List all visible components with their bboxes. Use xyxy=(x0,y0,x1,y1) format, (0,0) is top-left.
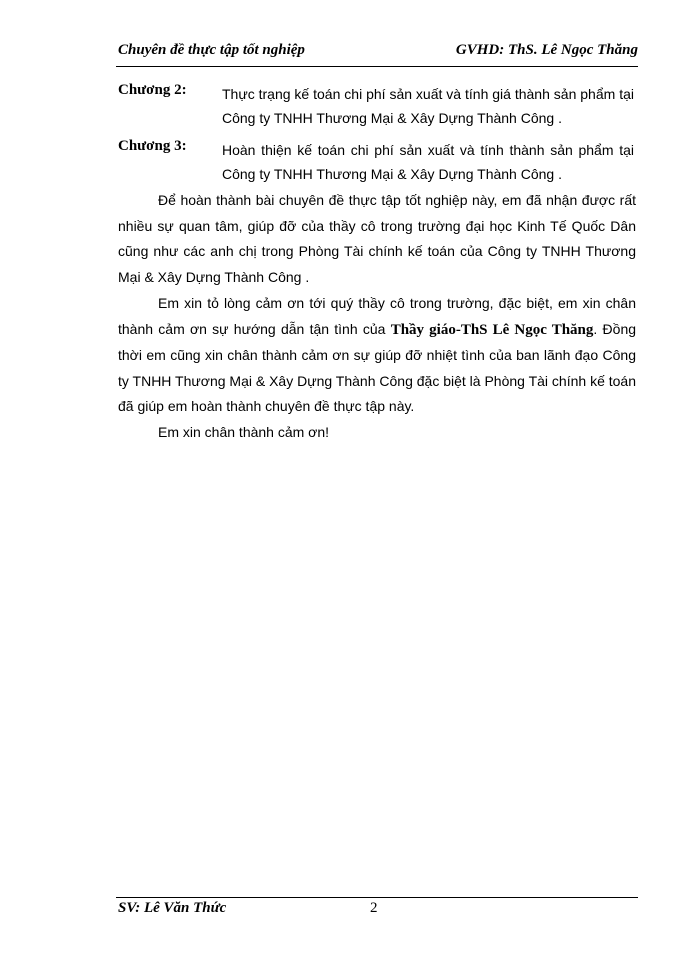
chapter-label: Chương 3: xyxy=(118,138,187,154)
footer-student: SV: Lê Văn Thức xyxy=(118,900,227,916)
chapter-description: Hoàn thiện kế toán chi phí sản xuất và tính thành sản phẩm tại Công ty TNHH Thương Mại & Xây Dựng Thành Công . xyxy=(222,142,634,182)
paragraph-text: . Đồng thời em cũng xin chân thành cảm ơn sự giúp đỡ nhiệt tình của ban lãnh đạo Công ty TNHH Thương Mại & Xây Dựng Thành Công đặc biệt là Phòng Tài chính kế toán đã giúp em hoàn thành chuyên đề thực tập này. xyxy=(118,320,637,414)
chapter-label: Chương 2: xyxy=(118,82,187,98)
chapter-description: Thực trạng kế toán chi phí sản xuất và tính giá thành sản phẩm tại Công ty TNHH Thương Mại & Xây Dựng Thành Công . xyxy=(222,86,634,126)
page-header xyxy=(116,42,638,67)
paragraph-thanks-intro: Để hoàn thành bài chuyên đề thực tập tốt nghiệp này, em đã nhận được rất nhiều sự quan tâm, giúp đỡ của thầy cô trong trường đại học Kinh Tế Quốc Dân cũng như các anh chị trong Phòng Tài chính kế toán của Công ty TNHH Thương Mại & Xây Dựng Thành Công . xyxy=(118,192,636,285)
paragraph-closing: Em xin chân thành cảm ơn! xyxy=(158,424,330,440)
footer-divider xyxy=(116,897,638,898)
advisor-name: Thầy giáo-ThS Lê Ngọc Thăng xyxy=(390,321,594,338)
paragraph-text: Em xin tỏ lòng cảm ơn tới quý thầy cô trong trường, đặc biệt, em xin chân thành cảm ơn sự hướng dẫn tận tình của xyxy=(118,295,636,337)
page-number: 2 xyxy=(370,900,378,916)
paragraph-thanks-advisor xyxy=(118,291,636,420)
header-advisor: GVHD: ThS. Lê Ngọc Thăng xyxy=(455,42,638,58)
header-title: Chuyên đề thực tập tốt nghiệp xyxy=(118,42,305,58)
